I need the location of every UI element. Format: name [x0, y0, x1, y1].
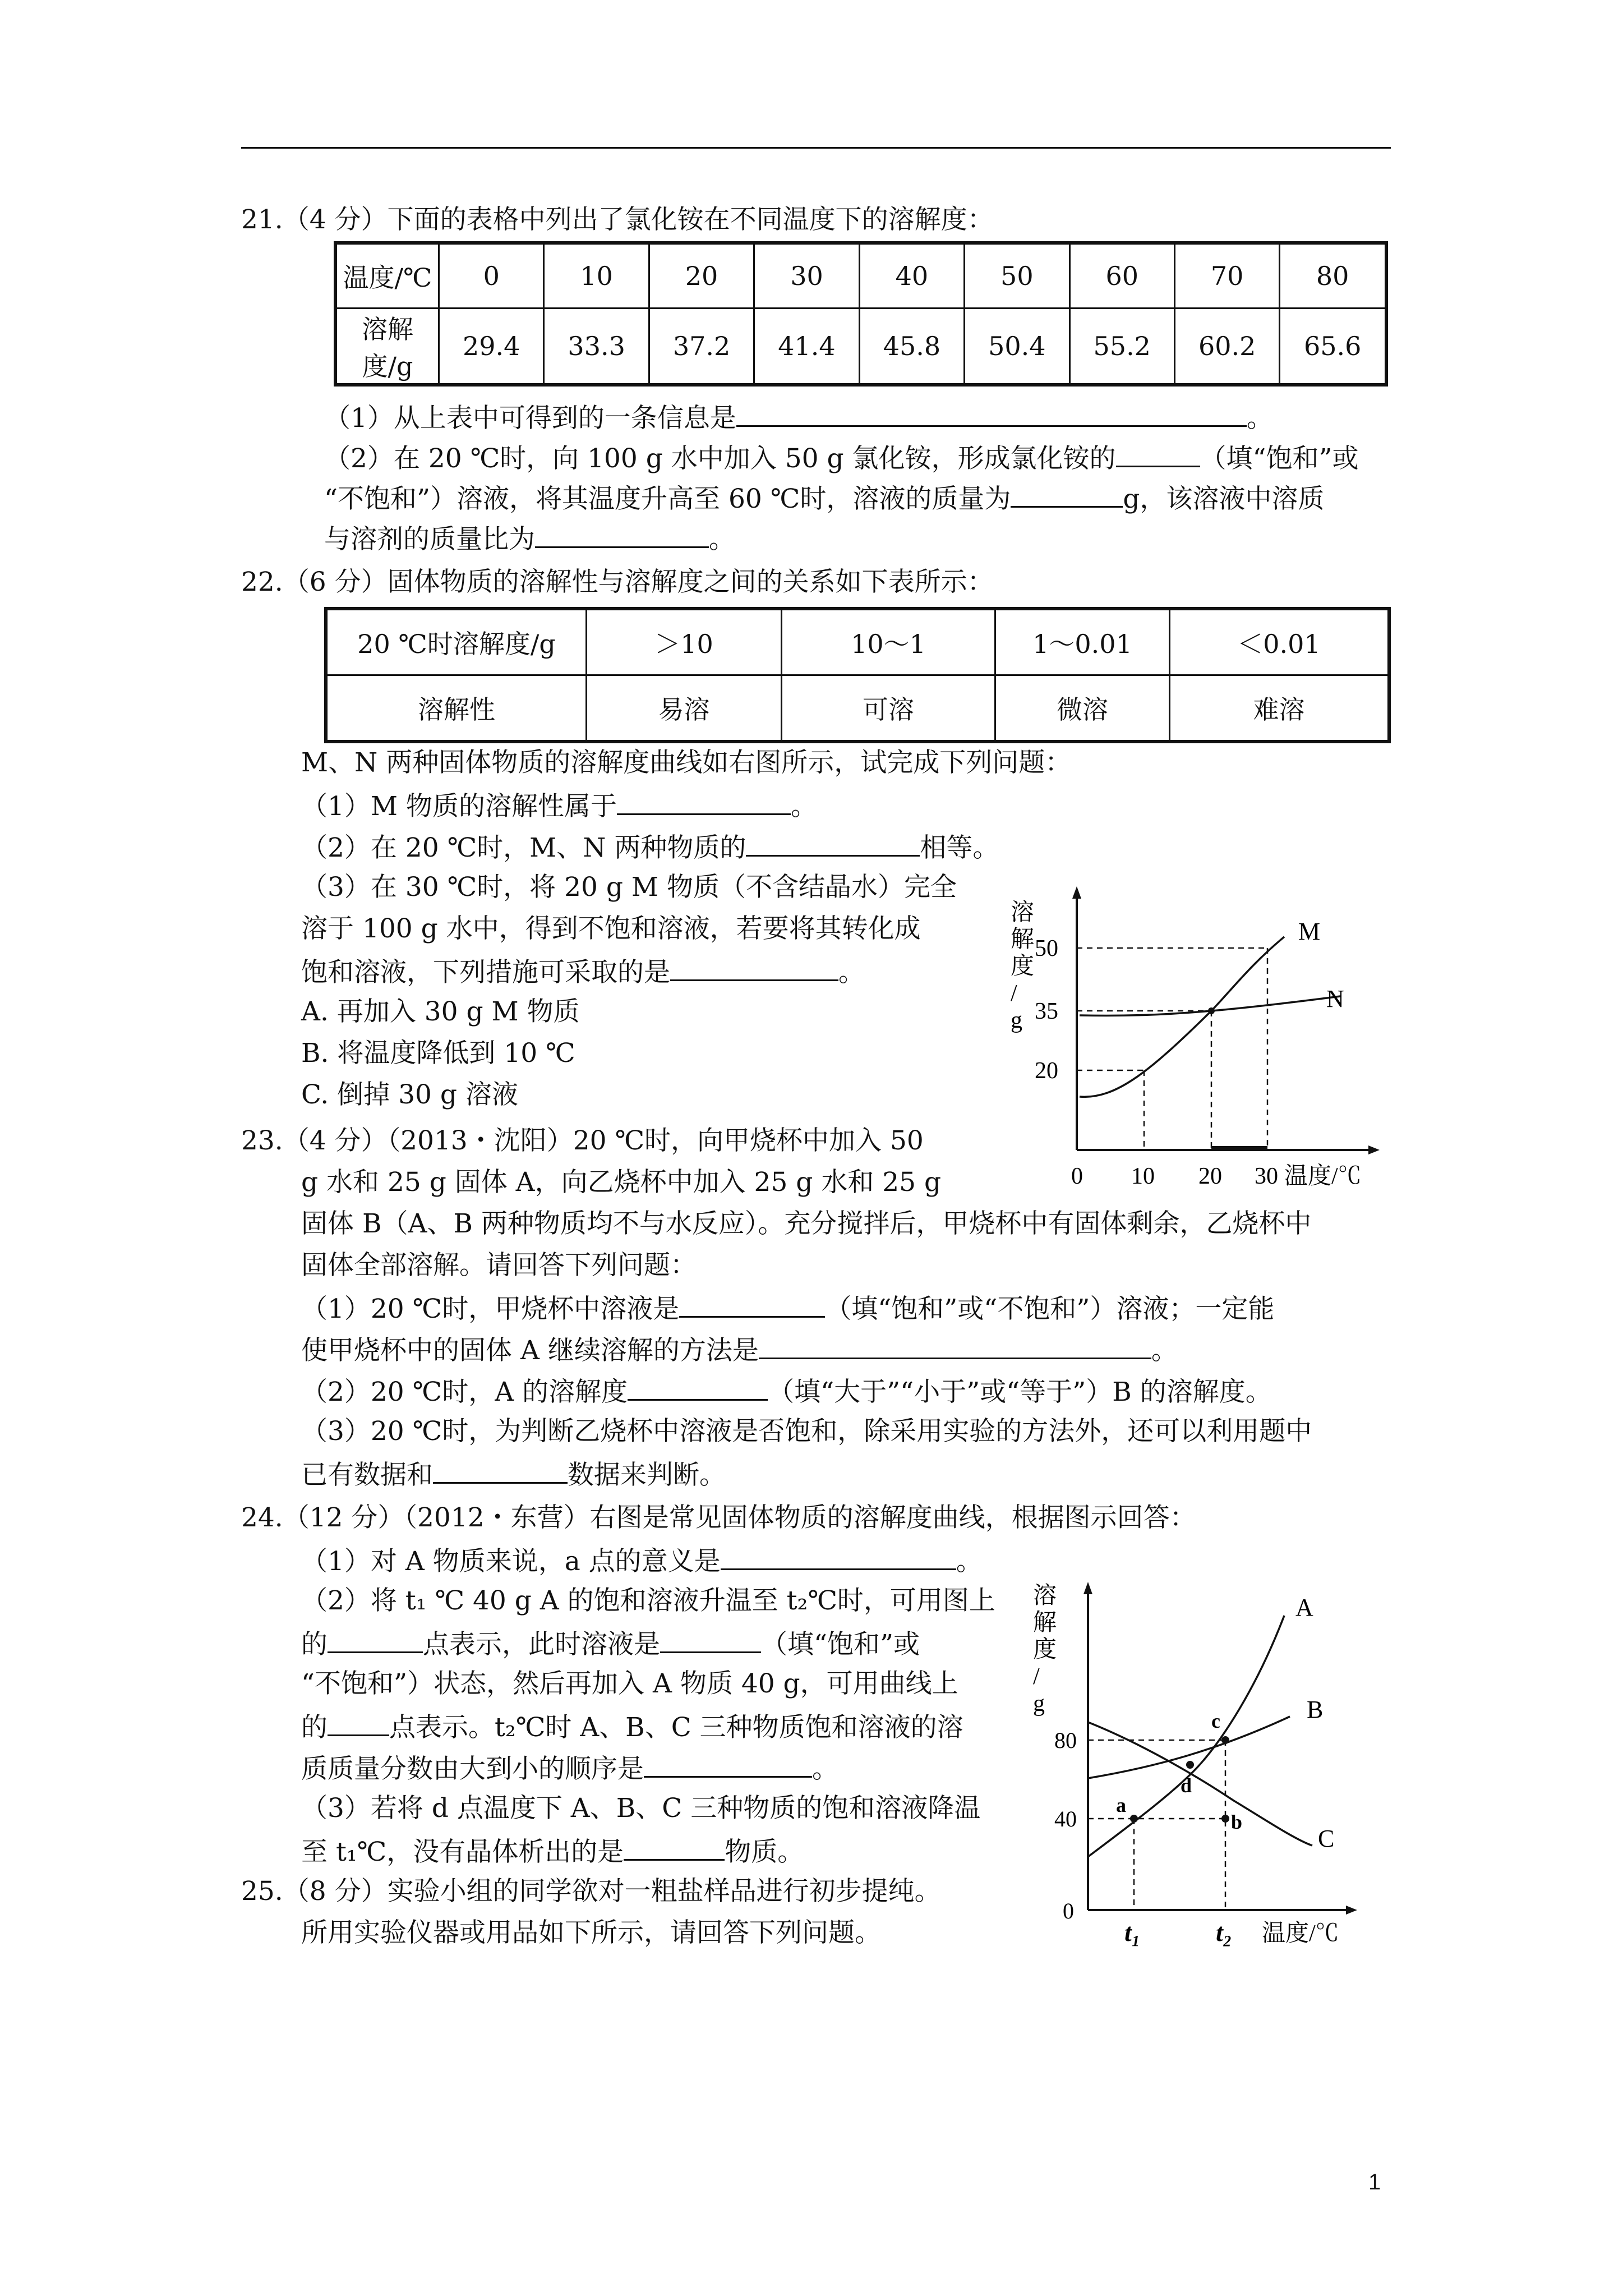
q24-sub3: （3）若将 d 点温度下 A、B、C 三种物质的饱和溶液降温 — [301, 1793, 981, 1824]
answer-blank — [1116, 440, 1200, 467]
text: 物质。 — [725, 1837, 804, 1867]
x-tick-label: 10 — [1131, 1163, 1155, 1189]
text: 。 — [790, 791, 817, 822]
q24-sub2-line2 — [301, 1626, 920, 1662]
point-a-label: a — [1116, 1794, 1126, 1816]
point-d-label: d — [1181, 1774, 1192, 1797]
table-cell: 40 — [859, 243, 964, 309]
text: （1）20 ℃时，甲烧杯中溶液是 — [301, 1294, 680, 1324]
table-row — [326, 675, 1389, 742]
text: 点表示，此时溶液是 — [423, 1629, 660, 1660]
x-axis-arrow — [1346, 1906, 1357, 1915]
table-cell: 溶解度/g — [335, 309, 439, 385]
q24-sub2-line4 — [301, 1709, 963, 1745]
solubility-chart-abc — [1032, 1576, 1402, 1958]
table-cell: ＜0.01 — [1170, 609, 1390, 675]
intersection-point — [1208, 1007, 1215, 1014]
table-cell: 45.8 — [859, 309, 964, 385]
q24-line1: 24.（12 分）（2012・东营）右图是常见固体物质的溶解度曲线，根据图示回答： — [241, 1502, 1196, 1533]
q23-sub1-line2 — [301, 1332, 1178, 1368]
solubility-chart-mn — [987, 886, 1402, 1200]
x-axis-arrow — [1368, 1145, 1380, 1154]
table-cell: 温度/℃ — [335, 243, 439, 309]
q23-sub3-line2 — [301, 1456, 726, 1492]
y-axis-char: / — [1033, 1664, 1040, 1690]
q22-sub3-line2: 溶于 100 g 水中，得到不饱和溶液，若要将其转化成 — [301, 913, 921, 944]
text: 数据来判断。 — [568, 1460, 726, 1490]
text: （1）从上表中可得到的一条信息是 — [324, 403, 736, 434]
q21-part1 — [324, 399, 1273, 435]
page-number: 1 — [1368, 2170, 1381, 2194]
curve-c-label: C — [1318, 1825, 1335, 1852]
answer-blank — [721, 1543, 956, 1570]
text: 与溶剂的质量比为 — [324, 524, 535, 555]
answer-blank — [746, 829, 920, 857]
table-cell: 29.4 — [439, 309, 544, 385]
point-c — [1221, 1736, 1229, 1744]
q22-sub1 — [301, 788, 817, 823]
table-cell: 1～0.01 — [995, 609, 1170, 675]
header-rule — [241, 147, 1391, 149]
text: （2）在 20 ℃时，M、N 两种物质的 — [301, 832, 746, 863]
table-cell: 难溶 — [1170, 675, 1390, 742]
answer-blank — [759, 1332, 1151, 1359]
q23-line3: 固体 B（A、B 两种物质均不与水反应）。充分搅拌后，甲烧杯中有固体剩余，乙烧杯中 — [301, 1208, 1312, 1239]
guide-lines — [1088, 1740, 1225, 1910]
text: （填“大于”“小于”或“等于”）B 的溶解度。 — [768, 1377, 1272, 1407]
y-tick-label: 0 — [1063, 1898, 1074, 1924]
text: 相等。 — [920, 832, 999, 863]
text: （2）20 ℃时，A 的溶解度 — [301, 1377, 628, 1407]
answer-blank — [1011, 480, 1123, 508]
q22-intro: M、N 两种固体物质的溶解度曲线如右图所示，试完成下列问题： — [301, 747, 1072, 778]
y-axis-char: g — [1033, 1691, 1045, 1717]
text: 。 — [1151, 1335, 1178, 1366]
q21-part2-line3 — [324, 521, 735, 556]
q22-sub3: （3）在 30 ℃时，将 20 g M 物质（不含结晶水）完全 — [301, 872, 957, 903]
point-b-label: b — [1231, 1811, 1243, 1833]
table-cell: 微溶 — [995, 675, 1170, 742]
answer-blank — [670, 954, 838, 981]
q22-option-c: C. 倒掉 30 g 溶液 — [301, 1079, 518, 1110]
table-cell: 55.2 — [1069, 309, 1174, 385]
table-cell: 41.4 — [754, 309, 859, 385]
q23-line1: 23.（4 分）（2013・沈阳）20 ℃时，向甲烧杯中加入 50 — [241, 1125, 924, 1156]
curve-a-label: A — [1295, 1594, 1313, 1621]
y-axis-char: g — [1011, 1007, 1022, 1033]
text: 。 — [812, 1754, 838, 1784]
x-axis-label: 温度/℃ — [1262, 1921, 1339, 1947]
answer-blank — [617, 788, 791, 815]
text: 的 — [301, 1629, 328, 1660]
q21-part2 — [324, 440, 1359, 476]
point-c-label: c — [1211, 1710, 1220, 1732]
y-axis-char: 解 — [1033, 1610, 1057, 1636]
table-row — [335, 243, 1386, 309]
y-tick-label: 40 — [1054, 1806, 1077, 1832]
y-tick-label: 35 — [1035, 999, 1058, 1024]
curve-a — [1088, 1616, 1284, 1857]
q22-table — [324, 607, 1391, 743]
q22-stem: 22.（6 分）固体物质的溶解性与溶解度之间的关系如下表所示： — [241, 567, 994, 597]
table-cell: 30 — [754, 243, 859, 309]
x-axis-label: 温度/℃ — [1284, 1163, 1362, 1189]
answer-blank — [628, 1373, 768, 1401]
q24-sub1 — [301, 1543, 983, 1579]
y-axis-char: 溶 — [1011, 900, 1035, 926]
text: 质质量分数由大到小的顺序是 — [301, 1754, 644, 1784]
answer-blank — [328, 1709, 389, 1736]
text: 已有数据和 — [301, 1460, 433, 1490]
table-cell: ＞10 — [587, 609, 782, 675]
answer-blank — [660, 1626, 761, 1653]
y-axis-char: 溶 — [1033, 1583, 1057, 1609]
y-axis-char: 度 — [1011, 954, 1035, 979]
text: 的 — [301, 1712, 328, 1743]
table-cell: 易溶 — [587, 675, 782, 742]
q22-option-a: A. 再加入 30 g M 物质 — [301, 996, 580, 1027]
table-cell: 10～1 — [782, 609, 995, 675]
text: （2）在 20 ℃时，向 100 g 水中加入 50 g 氯化铵，形成氯化铵的 — [324, 443, 1116, 474]
text: （填“饱和”或 — [761, 1629, 920, 1660]
y-axis-char: 解 — [1011, 927, 1035, 953]
answer-blank — [736, 399, 1247, 427]
q24-sub2: （2）将 t₁ ℃ 40 g A 的饱和溶液升温至 t₂℃时，可用图上 — [301, 1585, 995, 1616]
x-tick-label: t₁ — [1124, 1918, 1141, 1947]
table-cell: 60.2 — [1174, 309, 1279, 385]
x-tick-label: t₂ — [1216, 1918, 1232, 1947]
q23-sub2 — [301, 1373, 1272, 1409]
y-axis-arrow — [1083, 1582, 1092, 1594]
table-cell: 80 — [1280, 243, 1386, 309]
curve-m-label: M — [1298, 918, 1321, 945]
answer-blank — [679, 1290, 825, 1318]
answer-blank — [624, 1833, 725, 1861]
text: 。 — [956, 1546, 983, 1577]
q25-line2: 所用实验仪器或用品如下所示，请回答下列问题。 — [301, 1917, 881, 1948]
answer-blank — [535, 521, 709, 548]
q22-sub3-line3 — [301, 954, 865, 990]
answer-blank — [328, 1626, 423, 1653]
y-axis-label-vertical — [1033, 1582, 1057, 1717]
table-cell: 33.3 — [544, 309, 649, 385]
table-cell: 0 — [439, 243, 544, 309]
q23-sub3: （3）20 ℃时，为判断乙烧杯中溶液是否饱和，除采用实验的方法外，还可以利用题中 — [301, 1416, 1312, 1447]
answer-blank — [433, 1456, 568, 1484]
q22-sub2 — [301, 829, 999, 865]
table-cell: 20 ℃时溶解度/g — [326, 609, 587, 675]
table-row — [326, 609, 1389, 675]
point-b — [1221, 1815, 1229, 1823]
q25-line1: 25.（8 分）实验小组的同学欲对一粗盐样品进行初步提纯。 — [241, 1876, 941, 1907]
table-cell: 65.6 — [1280, 309, 1386, 385]
table-cell: 50.4 — [965, 309, 1069, 385]
text: （填“饱和”或 — [1200, 443, 1359, 474]
table-cell: 20 — [649, 243, 754, 309]
text: 使甲烧杯中的固体 A 继续溶解的方法是 — [301, 1335, 759, 1366]
curve-b — [1088, 1717, 1290, 1778]
table-cell: 50 — [965, 243, 1069, 309]
curve-n-label: N — [1326, 985, 1344, 1013]
text: （1）M 物质的溶解性属于 — [301, 791, 617, 822]
answer-blank — [644, 1750, 812, 1778]
table-row — [335, 309, 1386, 385]
point-d — [1186, 1761, 1194, 1769]
text: 。 — [838, 957, 865, 988]
q21-stem: 21.（4 分）下面的表格中列出了氯化铵在不同温度下的溶解度： — [241, 204, 994, 235]
y-tick-label: 50 — [1035, 936, 1058, 961]
text: 点表示。t₂℃时 A、B、C 三种物质饱和溶液的溶 — [389, 1712, 963, 1743]
table-cell: 可溶 — [782, 675, 995, 742]
table-cell: 溶解性 — [326, 675, 587, 742]
y-axis-char: / — [1011, 981, 1017, 1006]
x-tick-label: 20 — [1198, 1163, 1222, 1189]
curve-m — [1080, 937, 1284, 1097]
table-cell: 37.2 — [649, 309, 754, 385]
text: （填“饱和”或“不饱和”）溶液；一定能 — [825, 1294, 1275, 1324]
text: （1）对 A 物质来说，a 点的意义是 — [301, 1546, 721, 1577]
x-tick-label: 0 — [1071, 1163, 1083, 1189]
curve-b-label: B — [1307, 1696, 1324, 1723]
text: 至 t₁℃，没有晶体析出的是 — [301, 1837, 624, 1867]
point-a — [1130, 1815, 1138, 1823]
y-axis-label-vertical — [1011, 899, 1034, 1033]
text: g，该溶液中溶质 — [1123, 484, 1325, 514]
table-cell: 10 — [544, 243, 649, 309]
q23-line4: 固体全部溶解。请回答下列问题： — [301, 1250, 697, 1281]
q21-table — [334, 241, 1388, 386]
text: 饱和溶液，下列措施可采取的是 — [301, 957, 670, 988]
text: 。 — [1246, 403, 1273, 434]
table-cell: 70 — [1174, 243, 1279, 309]
table-cell: 60 — [1069, 243, 1174, 309]
q22-option-b: B. 将温度降低到 10 ℃ — [301, 1038, 575, 1069]
y-tick-label: 20 — [1035, 1058, 1058, 1084]
q21-part2-line2 — [324, 480, 1324, 516]
q23-sub1 — [301, 1290, 1274, 1326]
q23-line2: g 水和 25 g 固体 A，向乙烧杯中加入 25 g 水和 25 g — [301, 1167, 942, 1198]
text: “不饱和”）溶液，将其温度升高至 60 ℃时，溶液的质量为 — [324, 484, 1011, 514]
y-axis-char: 度 — [1033, 1637, 1057, 1663]
x-tick-label: 30 — [1255, 1163, 1278, 1189]
y-axis-arrow — [1072, 886, 1081, 899]
text: 。 — [709, 524, 735, 555]
q24-sub2-line3: “不饱和”）状态，然后再加入 A 物质 40 g，可用曲线上 — [301, 1668, 958, 1699]
y-tick-label: 80 — [1054, 1728, 1077, 1753]
q24-sub3-line2 — [301, 1833, 804, 1869]
q24-sub2-line5 — [301, 1750, 838, 1786]
